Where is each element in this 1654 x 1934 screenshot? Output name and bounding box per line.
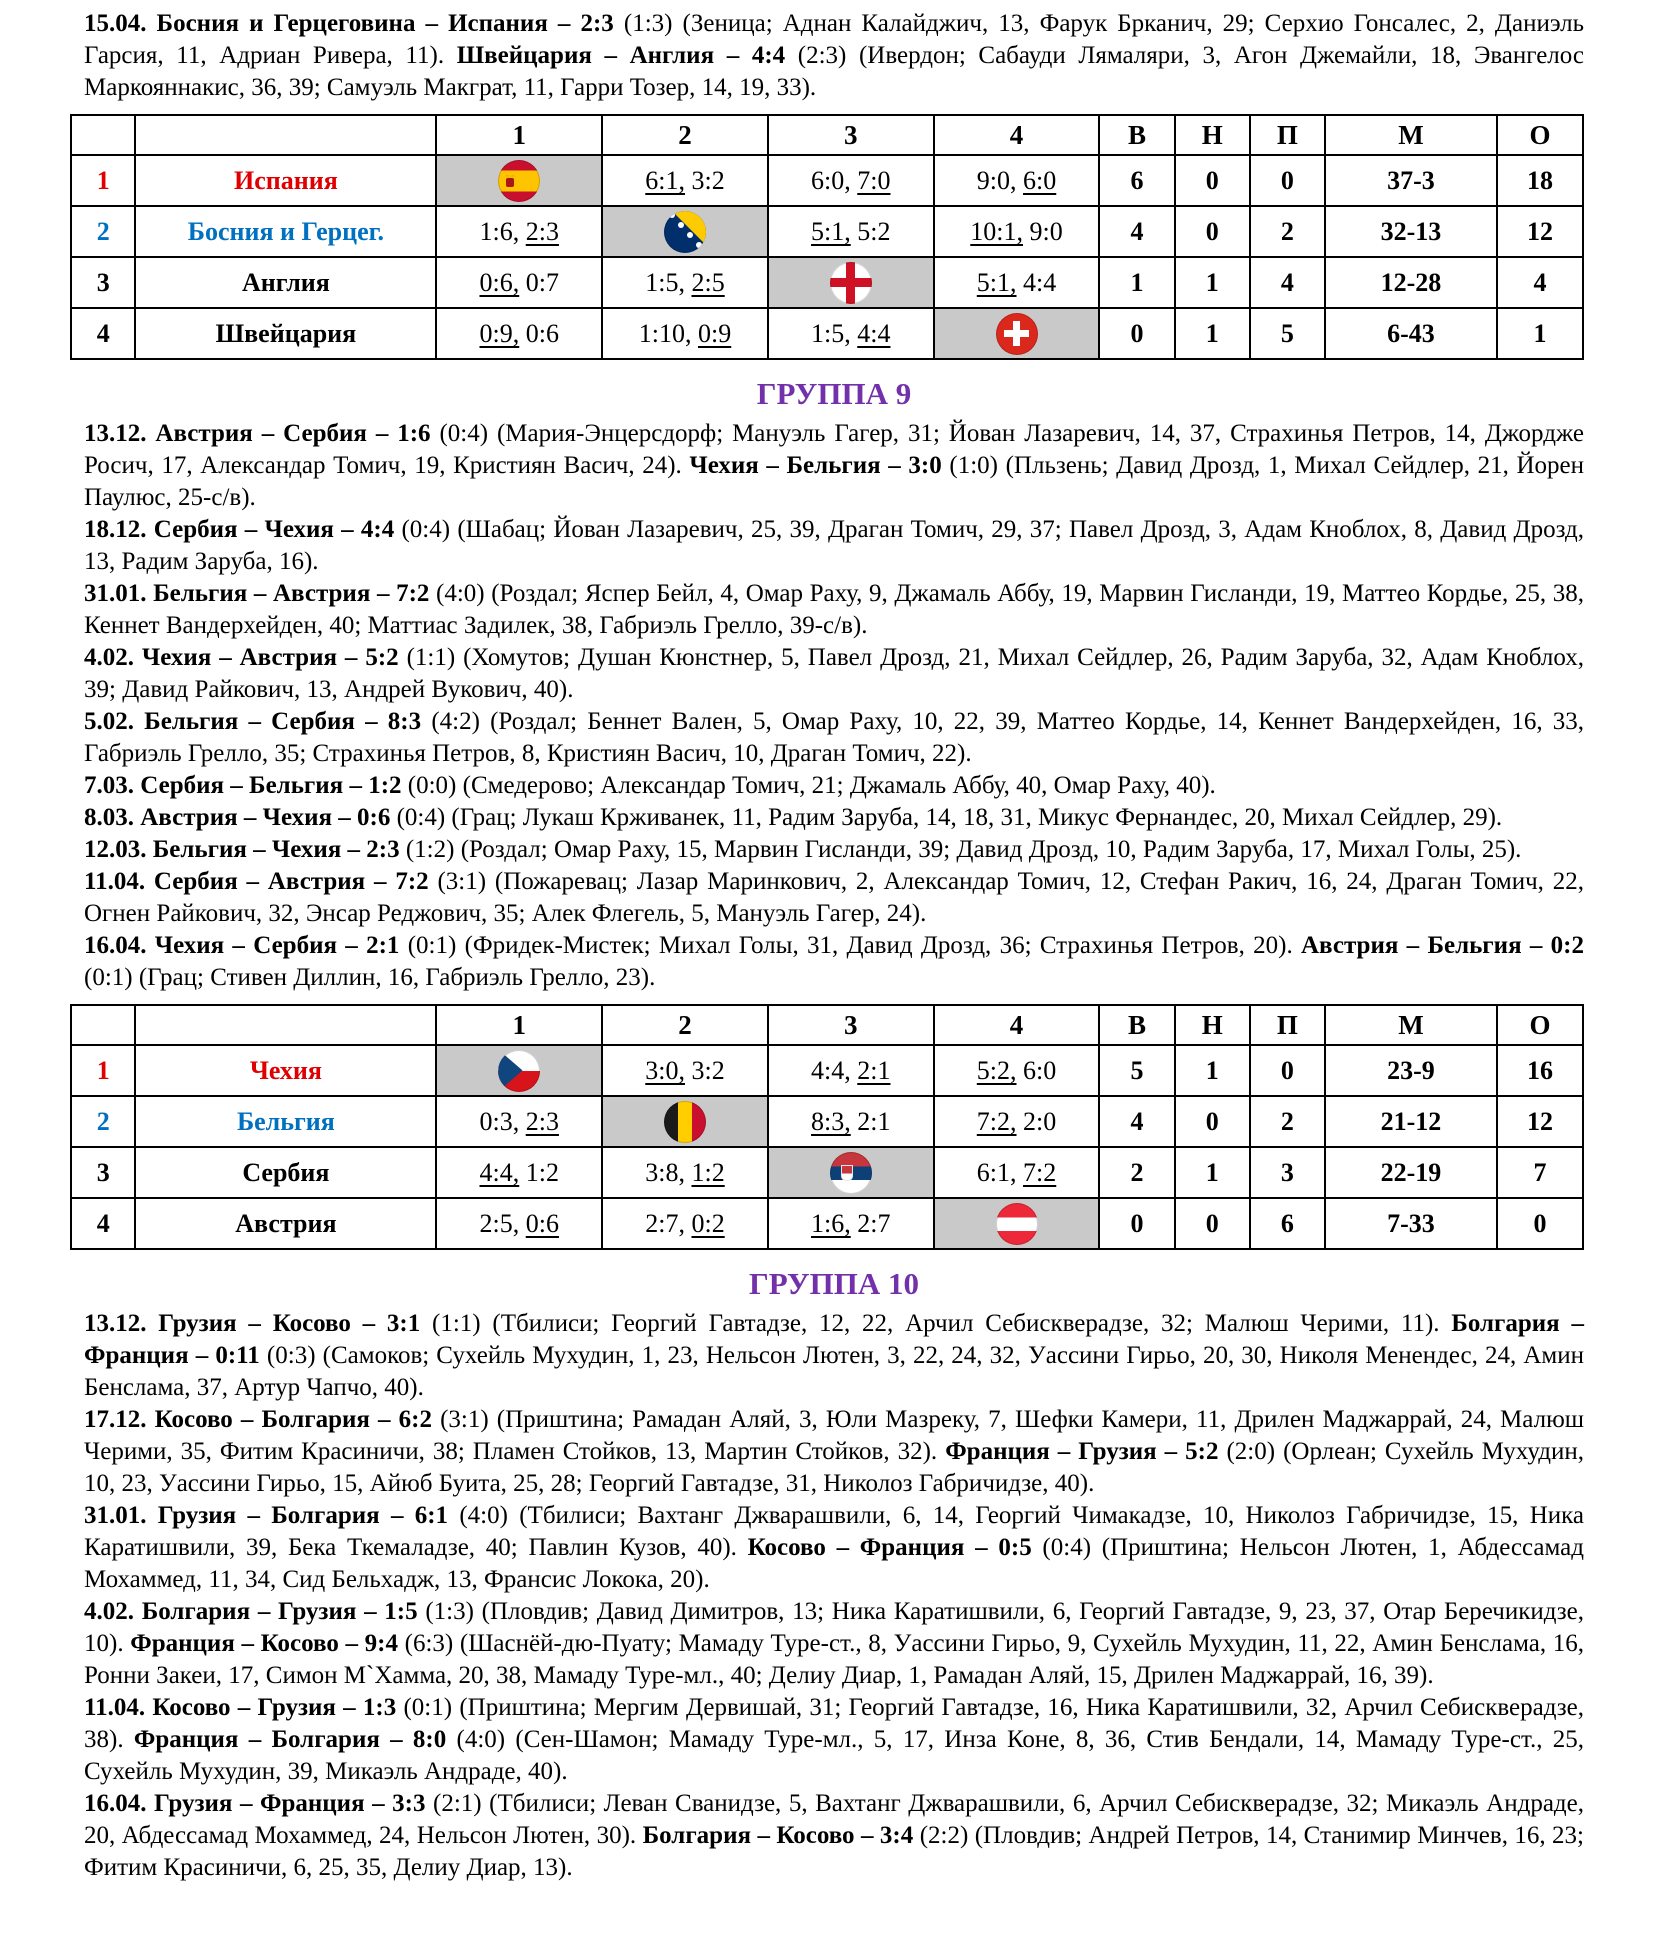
score: 0:6 (525, 1208, 559, 1238)
draws-cell: 1 (1175, 1147, 1250, 1198)
match-result: Болгария – Франция – 0:11 (84, 1310, 1584, 1369)
score-cell (768, 1198, 934, 1249)
score-cell (768, 308, 934, 359)
column-header: 3 (768, 1005, 934, 1045)
score: 2:1 (857, 1055, 891, 1085)
diagonal-flag-cell (768, 257, 934, 308)
score: 0:3, (479, 1106, 520, 1136)
table-row (71, 1045, 1583, 1096)
czech-flag-icon (498, 1050, 540, 1092)
rank-cell: 4 (71, 1198, 135, 1249)
score: 2:3 (525, 216, 559, 246)
result-paragraph (84, 706, 1584, 770)
group-9-results (84, 418, 1584, 994)
wins-cell: 0 (1099, 308, 1174, 359)
diagonal-flag-cell (602, 1096, 768, 1147)
losses-cell: 0 (1250, 155, 1325, 206)
match-result: 4.02. Чехия – Австрия – 5:2 (84, 644, 399, 671)
score: 2:5 (691, 267, 725, 297)
points-cell: 12 (1497, 1096, 1583, 1147)
score: 2:7 (857, 1208, 891, 1238)
score-cell (934, 155, 1100, 206)
diagonal-flag-cell (934, 1198, 1100, 1249)
column-header: 2 (602, 115, 768, 155)
column-header: 4 (934, 115, 1100, 155)
score: 6:0, (811, 165, 851, 195)
goals-cell: 21-12 (1325, 1096, 1497, 1147)
score-cell (934, 257, 1100, 308)
wins-cell: 4 (1099, 1096, 1174, 1147)
score: 0:6, (479, 267, 520, 297)
team-cell: Чехия (135, 1045, 436, 1096)
table-row (71, 308, 1583, 359)
column-header: В (1099, 115, 1174, 155)
goals-cell: 22-19 (1325, 1147, 1497, 1198)
losses-cell: 5 (1250, 308, 1325, 359)
score: 8:3, (811, 1106, 851, 1136)
score: 1:2 (691, 1157, 725, 1187)
column-header: О (1497, 115, 1583, 155)
score-cell (602, 308, 768, 359)
score: 4:4, (479, 1157, 520, 1187)
result-paragraph (84, 1308, 1584, 1404)
match-result: 4.02. Болгария – Грузия – 1:5 (84, 1598, 418, 1625)
score: 0:9 (697, 318, 732, 348)
match-result: 12.03. Бельгия – Чехия – 2:3 (84, 836, 400, 863)
score-cell (436, 1198, 602, 1249)
wins-cell: 4 (1099, 206, 1174, 257)
score: 5:1, (811, 216, 851, 246)
match-details: (2:0) (Орлеан; Сухейль Мухудин, 10, 23, Уассини Гирьо, 15, Айюб Буита, 25, 28; Георгий Гавтадзе, 31, Николоз Габричидзе, 40). (84, 1438, 1584, 1497)
table-row (71, 1198, 1583, 1249)
rank-cell: 2 (71, 1096, 135, 1147)
team-cell: Сербия (135, 1147, 436, 1198)
points-cell: 18 (1497, 155, 1583, 206)
match-details: (2:2) (Пловдив; Андрей Петров, 14, Станимир Минчев, 16, 23; Фитим Красиничи, 6, 25, 35, Делиу Диар, 13). (84, 1822, 1585, 1881)
result-paragraph (84, 642, 1584, 706)
draws-cell: 0 (1175, 1198, 1250, 1249)
score: 6:1, (976, 1157, 1017, 1187)
draws-cell: 1 (1175, 257, 1250, 308)
table-header-row (71, 1005, 1583, 1045)
column-header: П (1250, 115, 1325, 155)
bosnia-flag-icon (664, 211, 706, 253)
score: 6:0 (1023, 165, 1057, 195)
england-flag-icon (830, 262, 872, 304)
score-cell (436, 257, 602, 308)
draws-cell: 0 (1175, 1096, 1250, 1147)
match-result: Австрия – Бельгия – 0:2 (1301, 932, 1584, 959)
match-details: (1:1) (Хомутов; Душан Кюнстнер, 5, Павел Дрозд, 21, Михал Сейдлер, 26, Радим Заруба, 32, Адам Кноблох, 39; Давид Райкович, 13, Андрей Вукович, 40). (84, 644, 1584, 703)
spain-flag-icon (498, 160, 540, 202)
column-header: 3 (768, 115, 934, 155)
points-cell: 12 (1497, 206, 1583, 257)
belgium-flag-icon (664, 1101, 706, 1143)
losses-cell: 2 (1250, 1096, 1325, 1147)
losses-cell: 3 (1250, 1147, 1325, 1198)
group-10-results (84, 1308, 1584, 1884)
draws-cell: 1 (1175, 308, 1250, 359)
match-details: (3:1) (Приштина; Рамадан Аляй, 3, Юли Мазреку, 7, Шефки Камери, 11, Дрилен Маджаррай, 24, Малюш Черими, 35, Фитим Красиничи, 38; Пламен Стойков, 13, Мартин Стойков, 32). (84, 1406, 1585, 1465)
switzerland-flag-icon (996, 313, 1038, 355)
wins-cell: 1 (1099, 257, 1174, 308)
goals-cell: 6-43 (1325, 308, 1497, 359)
wins-cell: 5 (1099, 1045, 1174, 1096)
match-details: (0:4) (Приштина; Нельсон Лютен, 1, Абдессамад Мохаммед, 11, 34, Сид Бельхадж, 13, Франсис Локока, 20). (84, 1534, 1584, 1593)
match-details: (0:0) (Смедерово; Александар Томич, 21; Джамаль Аббу, 40, Омар Раху, 40). (401, 772, 1216, 799)
score: 0:7 (525, 267, 559, 297)
table-row (71, 1147, 1583, 1198)
match-details: (0:4) (Грац; Лукаш Крживанек, 11, Радим Заруба, 14, 18, 31, Микус Фернандес, 20, Михал Сейдлер, 29). (390, 804, 1503, 831)
match-details: (1:0) (Пльзень; Давид Дрозд, 1, Михал Сейдлер, 21, Йорен Паулюс, 25-с/в). (84, 452, 1584, 511)
score: 3:0, (645, 1055, 685, 1085)
score-cell (436, 308, 602, 359)
result-paragraph (84, 1596, 1584, 1692)
score: 0:6 (525, 318, 559, 348)
wins-cell: 2 (1099, 1147, 1174, 1198)
match-result: Косово – Франция – 0:5 (747, 1534, 1032, 1561)
result-paragraph (84, 930, 1584, 994)
column-header: М (1325, 1005, 1497, 1045)
score: 1:6, (811, 1208, 851, 1238)
match-result: Франция – Косово – 9:4 (130, 1630, 398, 1657)
score-cell (602, 155, 768, 206)
match-details: (2:3) (Ивердон; Сабауди Лямаляри, 3, Агон Джемайли, 18, Эвангелос Маркояннакис, 36, 39; Самуэль Макграт, 11, Гарри Тозер, 14, 19, 33). (84, 42, 1584, 101)
score: 6:0 (1023, 1055, 1057, 1085)
score: 1:5, (645, 267, 685, 297)
score-cell (602, 1198, 768, 1249)
score-cell (768, 1096, 934, 1147)
match-result: 11.04. Косово – Грузия – 1:3 (84, 1694, 397, 1721)
match-details: (0:3) (Самоков; Сухейль Мухудин, 1, 23, Нельсон Лютен, 3, 22, 24, 32, Уассини Гирьо, 20, 30, Николя Менендес, 24, Амин Бенслама, 37, Артур Чапчо, 40). (84, 1342, 1585, 1401)
score: 2:3 (525, 1106, 559, 1136)
score: 9:0 (1029, 216, 1063, 246)
result-paragraph (84, 1788, 1584, 1884)
match-details: (2:1) (Тбилиси; Леван Сванидзе, 5, Вахтанг Джварашвили, 6, Арчил Себискверадзе, 32; Микаэль Андраде, 20, Абдессамад Мохаммед, 24, Нельсон Лютен, 30). (84, 1790, 1584, 1849)
corner-cell (71, 1005, 135, 1045)
score: 1:6, (479, 216, 520, 246)
standings-table-group8 (70, 114, 1584, 360)
result-paragraph (84, 418, 1584, 514)
match-result: Франция – Болгария – 8:0 (133, 1726, 447, 1753)
table-row (71, 206, 1583, 257)
points-cell: 1 (1497, 308, 1583, 359)
group-10-title: ГРУППА 10 (748, 1266, 919, 1301)
score: 4:4 (857, 318, 891, 348)
result-paragraph (84, 1500, 1584, 1596)
column-header: Н (1175, 115, 1250, 155)
losses-cell: 6 (1250, 1198, 1325, 1249)
corner-cell (71, 115, 135, 155)
score: 4:4 (1023, 267, 1057, 297)
diagonal-flag-cell (768, 1147, 934, 1198)
points-cell: 0 (1497, 1198, 1583, 1249)
score: 5:2, (976, 1055, 1017, 1085)
score-cell (602, 1147, 768, 1198)
rank-cell: 1 (71, 155, 135, 206)
result-paragraph (84, 578, 1584, 642)
score: 2:5, (479, 1208, 520, 1238)
points-cell: 4 (1497, 257, 1583, 308)
score: 0:9, (479, 318, 520, 348)
match-result: 16.04. Грузия – Франция – 3:3 (84, 1790, 426, 1817)
intro-paragraph (84, 8, 1584, 104)
column-header: В (1099, 1005, 1174, 1045)
match-result: 31.01. Бельгия – Австрия – 7:2 (84, 580, 430, 607)
rank-cell: 1 (71, 1045, 135, 1096)
table-row (71, 155, 1583, 206)
draws-cell: 0 (1175, 155, 1250, 206)
result-paragraph (84, 770, 1584, 802)
column-header: 2 (602, 1005, 768, 1045)
score-cell (602, 257, 768, 308)
goals-cell: 12-28 (1325, 257, 1497, 308)
match-result: 31.01. Грузия – Болгария – 6:1 (84, 1502, 449, 1529)
score: 9:0, (976, 165, 1017, 195)
match-details: (0:1) (Приштина; Мергим Дервишай, 31; Георгий Гавтадзе, 16, Ника Каратишвили, 32, Арчил Себискверадзе, 38). (84, 1694, 1584, 1753)
match-details: (0:4) (Шабац; Йован Лазаревич, 25, 39, Драган Томич, 29, 37; Павел Дрозд, 3, Адам Кноблох, 8, Давид Дрозд, 13, Радим Заруба, 16). (84, 516, 1584, 575)
points-cell: 7 (1497, 1147, 1583, 1198)
result-paragraph (84, 834, 1584, 866)
score: 10:1, (970, 216, 1024, 246)
diagonal-flag-cell (436, 155, 602, 206)
standings-table-group9 (70, 1004, 1584, 1250)
team-cell: Англия (135, 257, 436, 308)
team-cell: Швейцария (135, 308, 436, 359)
match-details: (1:2) (Роздал; Омар Раху, 15, Марвин Гисланди, 39; Давид Дрозд, 10, Радим Заруба, 17, Михал Голы, 25). (399, 836, 1522, 863)
match-details: (4:0) (Тбилиси; Вахтанг Джварашвили, 6, 14, Георгий Чимакадзе, 10, Николоз Габричидзе, 15, Ника Каратишвили, 39, Бека Ткемаладзе, 40; Павлин Кузов, 40). (84, 1502, 1584, 1561)
score: 3:2 (691, 165, 725, 195)
match-result: Чехия – Бельгия – 3:0 (689, 452, 942, 479)
rank-cell: 3 (71, 1147, 135, 1198)
goals-cell: 37-3 (1325, 155, 1497, 206)
column-header: 1 (436, 115, 602, 155)
match-result: Болгария – Косово – 3:4 (642, 1822, 914, 1849)
match-result: 13.12. Грузия – Косово – 3:1 (84, 1310, 421, 1337)
score: 2:1 (857, 1106, 891, 1136)
table-header-row (71, 115, 1583, 155)
corner-cell (135, 1005, 436, 1045)
column-header: Н (1175, 1005, 1250, 1045)
score: 4:4, (811, 1055, 851, 1085)
diagonal-flag-cell (934, 308, 1100, 359)
result-paragraph (84, 514, 1584, 578)
team-cell: Австрия (135, 1198, 436, 1249)
match-result: 7.03. Сербия – Бельгия – 1:2 (84, 772, 402, 799)
losses-cell: 0 (1250, 1045, 1325, 1096)
match-details: (4:0) (Сен-Шамон; Мамаду Туре-мл., 5, 17, Инза Коне, 8, 36, Стив Бендали, 14, Мамаду Туре-ст., 25, Сухейль Мухудин, 39, Микаэль Андраде, 40). (84, 1726, 1584, 1785)
score: 5:1, (976, 267, 1017, 297)
team-cell: Бельгия (135, 1096, 436, 1147)
column-header: П (1250, 1005, 1325, 1045)
match-details: (0:1) (Фридек-Мистек; Михал Голы, 31, Давид Дрозд, 36; Страхинья Петров, 20). (399, 932, 1301, 959)
match-result: 18.12. Сербия – Чехия – 4:4 (84, 516, 395, 543)
match-details: (1:3) (Пловдив; Давид Димитров, 13; Ника Каратишвили, 6, Георгий Гавтадзе, 9, 23, 37, Отар Беречикидзе, 10). (84, 1598, 1584, 1657)
result-paragraph (84, 1692, 1584, 1788)
losses-cell: 2 (1250, 206, 1325, 257)
result-paragraph (84, 802, 1584, 834)
table-row (71, 257, 1583, 308)
match-result: Швейцария – Англия – 4:4 (456, 42, 786, 69)
points-cell: 16 (1497, 1045, 1583, 1096)
column-header: О (1497, 1005, 1583, 1045)
diagonal-flag-cell (436, 1045, 602, 1096)
draws-cell: 0 (1175, 206, 1250, 257)
match-details: (3:1) (Пожаревац; Лазар Маринкович, 2, Александар Томич, 12, Стефан Ракич, 16, 24, Драган Томич, 22, Огнен Райкович, 32, Энсар Реджович, 35; Алек Флегель, 5, Мануэль Гагер, 24). (84, 868, 1584, 927)
rank-cell: 4 (71, 308, 135, 359)
team-cell: Испания (135, 155, 436, 206)
match-details: (4:2) (Роздал; Беннет Вален, 5, Омар Раху, 10, 22, 39, Маттео Кордье, 14, Кеннет Вандерхейден, 16, 33, Габриэль Грелло, 35; Страхинья Петров, 8, Кристиян Васич, 10, Драган Томич, 22). (84, 708, 1584, 767)
score: 7:2, (976, 1106, 1017, 1136)
score-cell (934, 206, 1100, 257)
score-cell (768, 155, 934, 206)
group-9-title: ГРУППА 9 (756, 376, 912, 411)
score-cell (602, 1045, 768, 1096)
column-header: 4 (934, 1005, 1100, 1045)
score: 3:2 (691, 1055, 725, 1085)
score-cell (768, 206, 934, 257)
score-cell (768, 1045, 934, 1096)
match-result: 5.02. Бельгия – Сербия – 8:3 (84, 708, 422, 735)
corner-cell (135, 115, 436, 155)
column-header: 1 (436, 1005, 602, 1045)
austria-flag-icon (996, 1203, 1038, 1245)
goals-cell: 23-9 (1325, 1045, 1497, 1096)
serbia-flag-icon (830, 1152, 872, 1194)
table-row (71, 1096, 1583, 1147)
score: 3:8, (645, 1157, 685, 1187)
score: 2:0 (1023, 1106, 1057, 1136)
losses-cell: 4 (1250, 257, 1325, 308)
score-cell (436, 1147, 602, 1198)
match-result: 13.12. Австрия – Сербия – 1:6 (84, 420, 431, 447)
wins-cell: 6 (1099, 155, 1174, 206)
wins-cell: 0 (1099, 1198, 1174, 1249)
match-details: (0:4) (Мария-Энцерсдорф; Мануэль Гагер, 31; Йован Лазаревич, 14, 37, Страхинья Петров, 14, Джордже Росич, 17, Александар Томич, 19, Кристиян Васич, 24). (84, 420, 1584, 479)
score: 0:2 (691, 1208, 725, 1238)
score: 7:0 (857, 165, 891, 195)
match-result: 15.04. Босния и Герцеговина – Испания – 2:3 (84, 10, 614, 37)
score-cell (934, 1096, 1100, 1147)
match-details: (6:3) (Шаснёй-дю-Пуату; Мамаду Туре-ст., 8, Уассини Гирьо, 9, Сухейль Мухудин, 11, 22, Амин Бенслама, 16, Ронни Закеи, 17, Симон М`Хамма, 20, 38, Мамаду Туре-мл., 40; Делиу Диар, 1, Рамадан Аляй, 15, Дрилен Маджаррай, 16, 39). (84, 1630, 1584, 1689)
score-cell (934, 1147, 1100, 1198)
match-result: Франция – Грузия – 5:2 (945, 1438, 1219, 1465)
score: 1:5, (811, 318, 851, 348)
goals-cell: 7-33 (1325, 1198, 1497, 1249)
match-details: (4:0) (Роздал; Яспер Бейл, 4, Омар Раху, 9, Джамаль Аббу, 19, Марвин Гисланди, 19, Маттео Кордье, 25, 38, Кеннет Вандерхейден, 40; Маттиас Задилек, 38, Габриэль Грелло, 39-с/в). (84, 580, 1584, 639)
match-result: 16.04. Чехия – Сербия – 2:1 (84, 932, 400, 959)
rank-cell: 2 (71, 206, 135, 257)
match-result: 17.12. Косово – Болгария – 6:2 (84, 1406, 432, 1433)
score: 6:1, (645, 165, 685, 195)
team-cell: Босния и Герцег. (135, 206, 436, 257)
rank-cell: 3 (71, 257, 135, 308)
goals-cell: 32-13 (1325, 206, 1497, 257)
result-paragraph (84, 866, 1584, 930)
diagonal-flag-cell (602, 206, 768, 257)
column-header: М (1325, 115, 1497, 155)
score: 1:10, (638, 318, 692, 348)
match-result: 8.03. Австрия – Чехия – 0:6 (84, 804, 391, 831)
result-paragraph (84, 1404, 1584, 1500)
score: 7:2 (1023, 1157, 1057, 1187)
score: 2:7, (645, 1208, 685, 1238)
match-details: (1:3) (Зеница; Аднан Калайджич, 13, Фарук Брканич, 29; Серхио Гонсалес, 2, Даниэль Гарсия, 11, Адриан Ривера, 11). (84, 10, 1584, 69)
score: 5:2 (857, 216, 891, 246)
draws-cell: 1 (1175, 1045, 1250, 1096)
score-cell (934, 1045, 1100, 1096)
match-details: (0:1) (Грац; Стивен Диллин, 16, Габриэль Грелло, 23). (84, 964, 656, 991)
match-details: (1:1) (Тбилиси; Георгий Гавтадзе, 12, 22, Арчил Себискверадзе, 32; Малюш Черими, 11). (420, 1310, 1452, 1337)
score: 1:2 (525, 1157, 559, 1187)
score-cell (436, 206, 602, 257)
score-cell (436, 1096, 602, 1147)
match-result: 11.04. Сербия – Австрия – 7:2 (84, 868, 429, 895)
